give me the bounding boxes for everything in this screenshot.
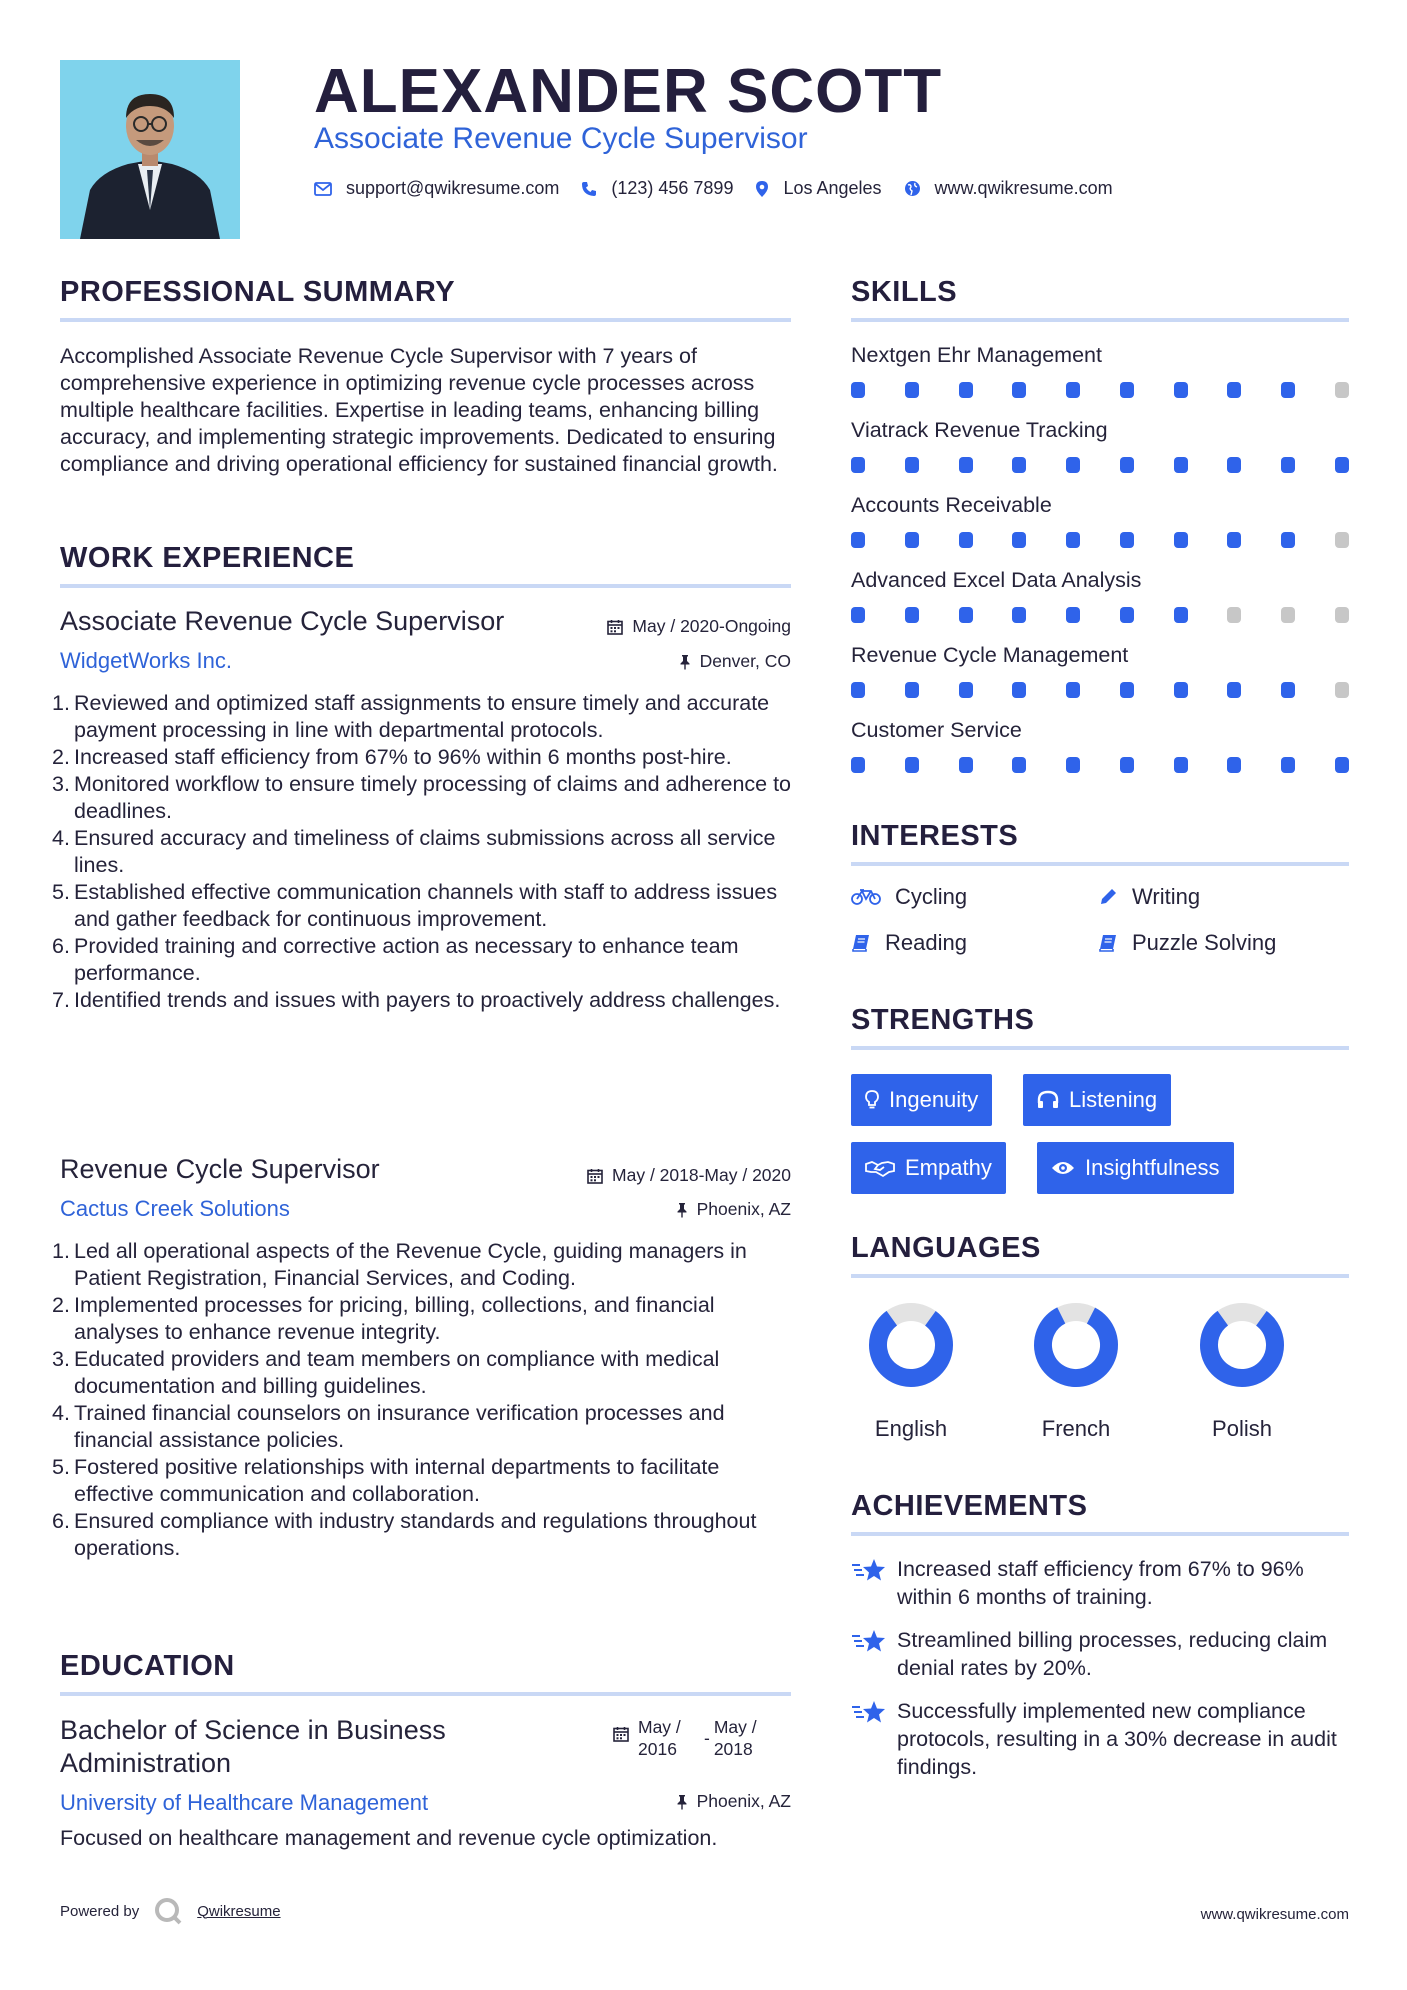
contact-email-text: support@qwikresume.com [346, 178, 560, 198]
skill-dot-empty [1335, 382, 1349, 398]
skill-dot-filled [1227, 757, 1241, 773]
job-dates [607, 616, 791, 637]
interests-divider [851, 862, 1349, 866]
skill-dot-filled [851, 382, 865, 398]
list-item: 5 . Established effective communication channels with staff to address issues and gather feedback for continuous improvement. [52, 879, 792, 933]
bullet-text: Educated providers and team members on compliance with medical documentation and billing guidelines. [74, 1347, 720, 1398]
skill-dot-filled [1066, 532, 1080, 548]
envelope-icon [314, 182, 332, 196]
summary-heading: PROFESSIONAL SUMMARY [60, 276, 456, 308]
job-company: Cactus Creek Solutions [60, 1196, 290, 1221]
contact-bar [314, 178, 1135, 199]
candidate-title: Associate Revenue Cycle Supervisor [314, 122, 808, 155]
skill-dot-filled [905, 682, 919, 698]
bicycle-icon [851, 888, 881, 906]
interest-label: Writing [1132, 884, 1201, 909]
achievements-heading: ACHIEVEMENTS [851, 1490, 1088, 1522]
summary-divider [60, 318, 791, 322]
interest-item [1098, 930, 1276, 956]
language-ring [1187, 1300, 1297, 1395]
bullet-text: Trained financial counselors on insurance verification processes and financial assistance policies. [74, 1401, 725, 1452]
strength-badge [1037, 1142, 1234, 1194]
job-responsibilities [52, 1238, 792, 1562]
bullet-text: Fostered positive relationships with internal departments to facilitate effective communication and collaboration. [74, 1455, 720, 1506]
skill-dot-filled [1012, 382, 1026, 398]
language-ring [856, 1300, 966, 1395]
contact-phone-text: (123) 456 7899 [611, 178, 734, 198]
languages-divider [851, 1274, 1349, 1278]
powered-by-label: Powered by [60, 1902, 140, 1920]
skill-dot-empty [1281, 607, 1295, 623]
achievement-item [851, 1555, 1351, 1611]
skill-dot-filled [851, 532, 865, 548]
interest-item [1098, 884, 1200, 910]
interest-item [851, 930, 967, 956]
bullet-text: Established effective communication channels with staff to address issues and gather feedback for continuous improvement. [74, 880, 778, 931]
skill-dot-filled [1335, 457, 1349, 473]
qwikresume-logo-icon [153, 1896, 183, 1926]
skills-divider [851, 318, 1349, 322]
skill-dot-filled [1012, 757, 1026, 773]
job-location-text: Denver, CO [699, 651, 791, 671]
language-name: Polish [1212, 1416, 1272, 1441]
skill-dot-filled [1066, 382, 1080, 398]
skill-name: Accounts Receivable [851, 493, 1052, 517]
skill-dot-filled [1227, 457, 1241, 473]
contact-email[interactable] [314, 178, 559, 199]
list-item: 1 . Led all operational aspects of the Revenue Cycle, guiding managers in Patient Registration, Financial Services, and Coding. [52, 1238, 792, 1292]
pushpin-icon [679, 654, 691, 670]
list-item: 4 . Trained financial counselors on insurance verification processes and financial assistance policies. [52, 1400, 792, 1454]
pushpin-icon [676, 1794, 688, 1810]
bullet-text: Provided training and corrective action as necessary to enhance team performance. [74, 934, 739, 985]
map-pin-icon [755, 180, 769, 198]
interests-heading: INTERESTS [851, 820, 1019, 852]
list-item: 3 . Monitored workflow to ensure timely processing of claims and adherence to deadlines. [52, 771, 792, 825]
skill-dot-filled [1120, 607, 1134, 623]
education-location [676, 1791, 791, 1812]
skill-dot-filled [905, 457, 919, 473]
skill-dot-filled [1066, 682, 1080, 698]
skill-dot-empty [1335, 682, 1349, 698]
skill-dot-filled [1012, 607, 1026, 623]
skill-dot-filled [1012, 457, 1026, 473]
skill-rating [851, 532, 1349, 548]
contact-location [755, 178, 881, 199]
skill-dot-filled [1120, 682, 1134, 698]
skill-rating [851, 757, 1349, 773]
strength-label: Ingenuity [889, 1087, 979, 1112]
list-item: 2 . Increased staff efficiency from 67% to 96% within 6 months post-hire. [52, 744, 792, 771]
brand-link[interactable]: Qwikresume [197, 1902, 281, 1920]
list-item: 6 . Ensured compliance with industry standards and regulations throughout operations. [52, 1508, 792, 1562]
job-dates-text: May / 2018-May / 2020 [612, 1165, 791, 1185]
lightbulb-icon [865, 1090, 879, 1110]
experience-divider [60, 584, 791, 588]
skill-dot-filled [1174, 532, 1188, 548]
job-dates [587, 1165, 791, 1186]
degree-title: Bachelor of Science in Business Administration [60, 1715, 446, 1778]
list-item: 2 . Implemented processes for pricing, billing, collections, and financial analyses to enhance revenue integrity. [52, 1292, 792, 1346]
achievement-item [851, 1626, 1351, 1682]
skill-name: Revenue Cycle Management [851, 643, 1129, 667]
skill-dot-filled [1120, 757, 1134, 773]
list-item: 7 . Identified trends and issues with payers to proactively address challenges. [52, 987, 792, 1014]
strength-badge [1023, 1074, 1171, 1126]
contact-location-text: Los Angeles [783, 178, 882, 198]
star-icon [851, 1628, 887, 1654]
list-item: 3 . Educated providers and team members on compliance with medical documentation and billing guidelines. [52, 1346, 792, 1400]
language-name: English [874, 1416, 948, 1441]
school-name: University of Healthcare Management [60, 1790, 429, 1815]
bullet-text: Increased staff efficiency from 67% to 96% within 6 months post-hire. [74, 745, 732, 769]
skill-name: Advanced Excel Data Analysis [851, 568, 1142, 592]
pencil-icon [1098, 887, 1118, 907]
skill-dot-filled [905, 757, 919, 773]
skill-dot-filled [1120, 532, 1134, 548]
skill-dot-filled [1066, 757, 1080, 773]
job-location [676, 1199, 791, 1220]
calendar-icon [587, 1168, 603, 1184]
skill-dot-empty [1335, 532, 1349, 548]
job-location [679, 651, 791, 672]
globe-icon [904, 180, 921, 197]
star-icon [851, 1699, 887, 1725]
bullet-text: Ensured accuracy and timeliness of claims submissions across all service lines. [74, 826, 776, 877]
skill-name: Customer Service [851, 718, 1022, 742]
education-location-text: Phoenix, AZ [696, 1791, 791, 1811]
language-donut [1031, 1300, 1121, 1390]
skill-dot-filled [905, 382, 919, 398]
education-divider [60, 1692, 791, 1696]
skill-dot-filled [851, 682, 865, 698]
achievement-text: Successfully implemented new compliance protocols, resulting in a 30% decrease in audit findings. [897, 1699, 1337, 1779]
bullet-text: Implemented processes for pricing, billing, collections, and financial analyses to enhance revenue integrity. [74, 1293, 715, 1344]
phone-icon [581, 181, 597, 197]
skill-dot-filled [959, 607, 973, 623]
skill-dot-empty [1227, 607, 1241, 623]
strength-label: Listening [1069, 1087, 1158, 1112]
skill-dot-filled [1281, 757, 1295, 773]
skills-heading: SKILLS [851, 276, 958, 308]
bullet-text: Monitored workflow to ensure timely processing of claims and adherence to deadlines. [74, 772, 792, 823]
skill-rating [851, 457, 1349, 473]
skill-dot-filled [1012, 682, 1026, 698]
job-title: Revenue Cycle Supervisor [60, 1154, 380, 1184]
skill-dot-filled [1174, 457, 1188, 473]
footer-branding [60, 1896, 281, 1926]
skill-dot-filled [1066, 607, 1080, 623]
contact-website[interactable] [904, 178, 1113, 199]
book-icon [1098, 933, 1118, 953]
experience-heading: WORK EXPERIENCE [60, 542, 355, 574]
strength-badge [851, 1142, 1006, 1194]
contact-phone[interactable] [581, 178, 733, 199]
bullet-text: Led all operational aspects of the Revenue Cycle, guiding managers in Patient Registration, Financial Services, and Coding. [74, 1239, 747, 1290]
pushpin-icon [676, 1202, 688, 1218]
skill-rating [851, 607, 1349, 623]
skill-dot-filled [1120, 382, 1134, 398]
calendar-icon [613, 1726, 629, 1742]
skill-dot-filled [959, 457, 973, 473]
skill-dot-filled [1335, 757, 1349, 773]
skill-dot-filled [1012, 532, 1026, 548]
skill-dot-filled [1227, 532, 1241, 548]
skill-dot-filled [1174, 382, 1188, 398]
achievement-text: Streamlined billing processes, reducing claim denial rates by 20%. [897, 1628, 1328, 1680]
language-donut [1197, 1300, 1287, 1390]
book-icon [851, 933, 871, 953]
skill-dot-filled [1281, 382, 1295, 398]
date-separator: - [704, 1728, 710, 1748]
eye-icon [1051, 1160, 1075, 1176]
skill-dot-filled [1227, 682, 1241, 698]
skill-dot-filled [1066, 457, 1080, 473]
footer-website[interactable]: www.qwikresume.com [1200, 1906, 1349, 1923]
profile-photo [60, 60, 240, 239]
strengths-heading: STRENGTHS [851, 1004, 1035, 1036]
bullet-text: Identified trends and issues with payers to proactively address challenges. [74, 988, 781, 1012]
languages-heading: LANGUAGES [851, 1232, 1041, 1264]
achievement-item [851, 1697, 1351, 1781]
interest-label: Reading [885, 930, 967, 955]
handshake-icon [865, 1158, 895, 1178]
job-location-text: Phoenix, AZ [696, 1199, 791, 1219]
language-name: French [1041, 1416, 1111, 1441]
skill-dot-filled [959, 532, 973, 548]
interest-label: Puzzle Solving [1132, 930, 1277, 955]
skill-dot-filled [1174, 682, 1188, 698]
skill-dot-filled [905, 532, 919, 548]
skill-dot-filled [1227, 382, 1241, 398]
skill-dot-filled [1281, 682, 1295, 698]
education-end-date: May / 2018 [713, 1717, 757, 1759]
bullet-text: Ensured compliance with industry standards and regulations throughout operations. [74, 1509, 757, 1560]
skill-rating [851, 682, 1349, 698]
language-ring [1021, 1300, 1131, 1395]
interest-label: Cycling [895, 884, 968, 909]
strength-label: Empathy [905, 1155, 992, 1180]
skill-dot-filled [959, 682, 973, 698]
skill-name: Viatrack Revenue Tracking [851, 418, 1108, 442]
skill-rating [851, 382, 1349, 398]
summary-text: Accomplished Associate Revenue Cycle Supervisor with 7 years of comprehensive experience in optimizing revenue cycle processes across multiple healthcare facilities. Expertise in leading teams, enhancing billing accuracy, and implementing strategic improvements. Dedicated to ensuring compliance and driving operational efficiency for sustained financial growth. [60, 344, 778, 476]
list-item: 5 . Fostered positive relationships with internal departments to facilitate effective communication and collaboration. [52, 1454, 792, 1508]
education-heading: EDUCATION [60, 1650, 235, 1682]
star-icon [851, 1557, 887, 1583]
candidate-name: ALEXANDER SCOTT [314, 57, 943, 126]
skill-dot-filled [959, 382, 973, 398]
skill-dot-filled [851, 757, 865, 773]
bullet-text: Reviewed and optimized staff assignments to ensure timely and accurate payment processing in line with departmental protocols. [74, 691, 770, 742]
skill-dot-filled [1174, 607, 1188, 623]
contact-website-text: www.qwikresume.com [934, 178, 1113, 198]
list-item: 6 . Provided training and corrective action as necessary to enhance team performance. [52, 933, 792, 987]
achievements-divider [851, 1532, 1349, 1536]
skill-dot-filled [1281, 457, 1295, 473]
language-donut [866, 1300, 956, 1390]
strength-badge [851, 1074, 992, 1126]
strengths-divider [851, 1046, 1349, 1050]
job-dates-text: May / 2020-Ongoing [632, 616, 791, 636]
list-item: 1 . Reviewed and optimized staff assignments to ensure timely and accurate payment processing in line with departmental protocols. [52, 690, 792, 744]
education-start-date: May / 2016 [638, 1717, 681, 1759]
calendar-icon [607, 619, 623, 635]
skill-dot-filled [1120, 457, 1134, 473]
interest-item [851, 884, 967, 910]
job-responsibilities [52, 690, 792, 1014]
skill-dot-filled [851, 457, 865, 473]
skill-name: Nextgen Ehr Management [851, 343, 1102, 367]
skill-dot-filled [959, 757, 973, 773]
strength-label: Insightfulness [1085, 1155, 1220, 1180]
skill-dot-empty [1335, 607, 1349, 623]
headphones-icon [1037, 1090, 1059, 1110]
skill-dot-filled [1174, 757, 1188, 773]
skill-dot-filled [1281, 532, 1295, 548]
skill-dot-filled [905, 607, 919, 623]
skill-dot-filled [851, 607, 865, 623]
education-description: Focused on healthcare management and revenue cycle optimization. [60, 1826, 718, 1850]
achievement-text: Increased staff efficiency from 67% to 96% within 6 months of training. [897, 1557, 1304, 1609]
job-company: WidgetWorks Inc. [60, 648, 232, 673]
list-item: 4 . Ensured accuracy and timeliness of claims submissions across all service lines. [52, 825, 792, 879]
education-dates [613, 1716, 772, 1760]
job-title: Associate Revenue Cycle Supervisor [60, 606, 505, 636]
